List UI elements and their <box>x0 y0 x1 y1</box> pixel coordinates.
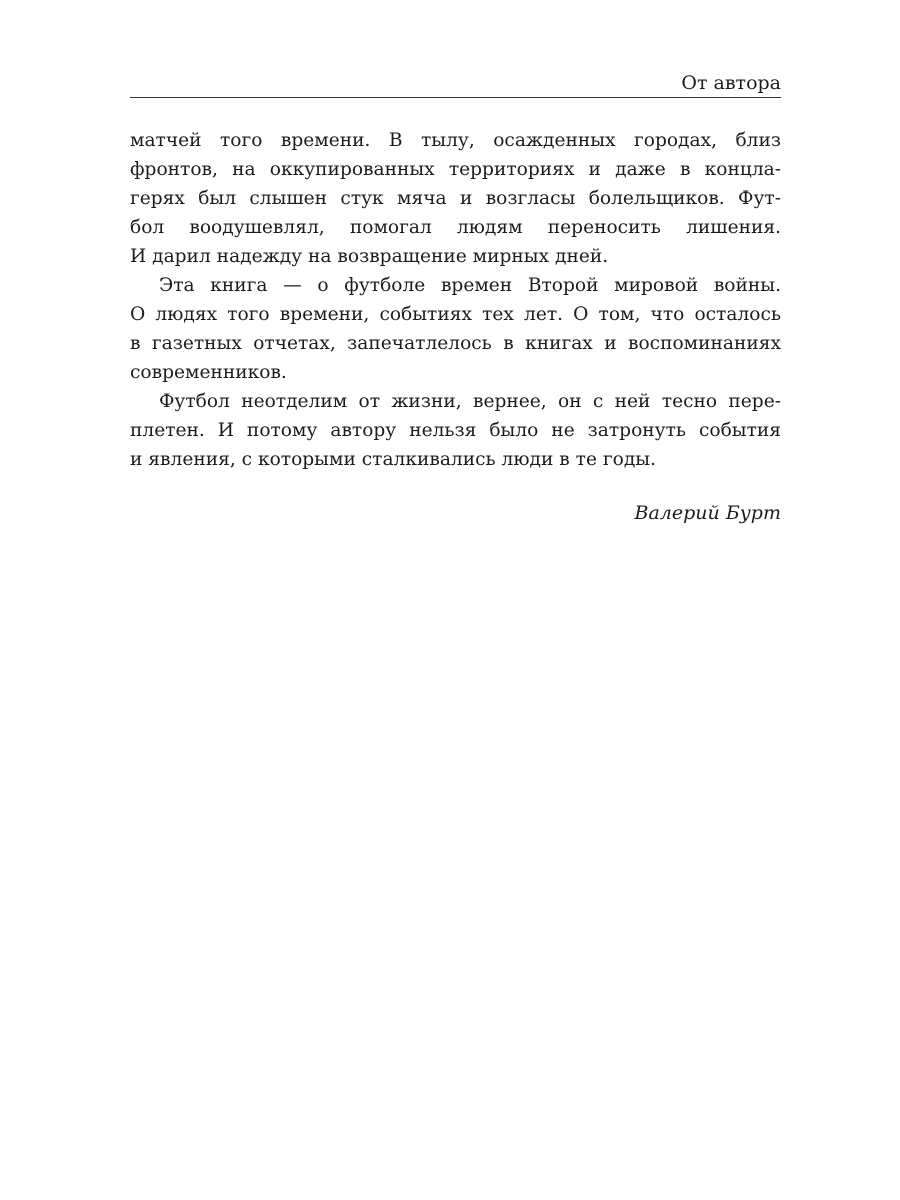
paragraph-2 <box>130 271 781 387</box>
text-line: фронтов, на оккупированных территориях и даже в концла- <box>130 159 781 180</box>
text-line: О людях того времени, событиях тех лет. О том, что осталось <box>130 304 781 325</box>
text-line: в газетных отчетах, запечатлелось в книгах и воспоминаниях <box>130 333 781 354</box>
text-line: и явления, с которыми сталкивались люди в те годы. <box>130 449 656 470</box>
paragraph-3 <box>130 387 781 474</box>
body-text <box>130 126 781 474</box>
author-signature: Валерий Бурт <box>634 502 781 524</box>
text-line: плетен. И потому автору нельзя было не затронуть события <box>130 420 781 441</box>
text-line: современников. <box>130 362 287 383</box>
text-line: И дарил надежду на возвращение мирных дней. <box>130 246 609 267</box>
header-rule <box>130 97 781 98</box>
running-head: От автора <box>681 72 781 94</box>
text-line: Эта книга — о футболе времен Второй мировой войны. <box>159 275 781 296</box>
paragraph-1 <box>130 126 781 271</box>
text-line: Футбол неотделим от жизни, вернее, он с ней тесно пере- <box>159 391 781 412</box>
text-line: герях был слышен стук мяча и возгласы болельщиков. Фут- <box>130 188 781 209</box>
text-line: матчей того времени. В тылу, осажденных городах, близ <box>130 130 781 151</box>
text-line: бол воодушевлял, помогал людям переносить лишения. <box>130 217 781 238</box>
